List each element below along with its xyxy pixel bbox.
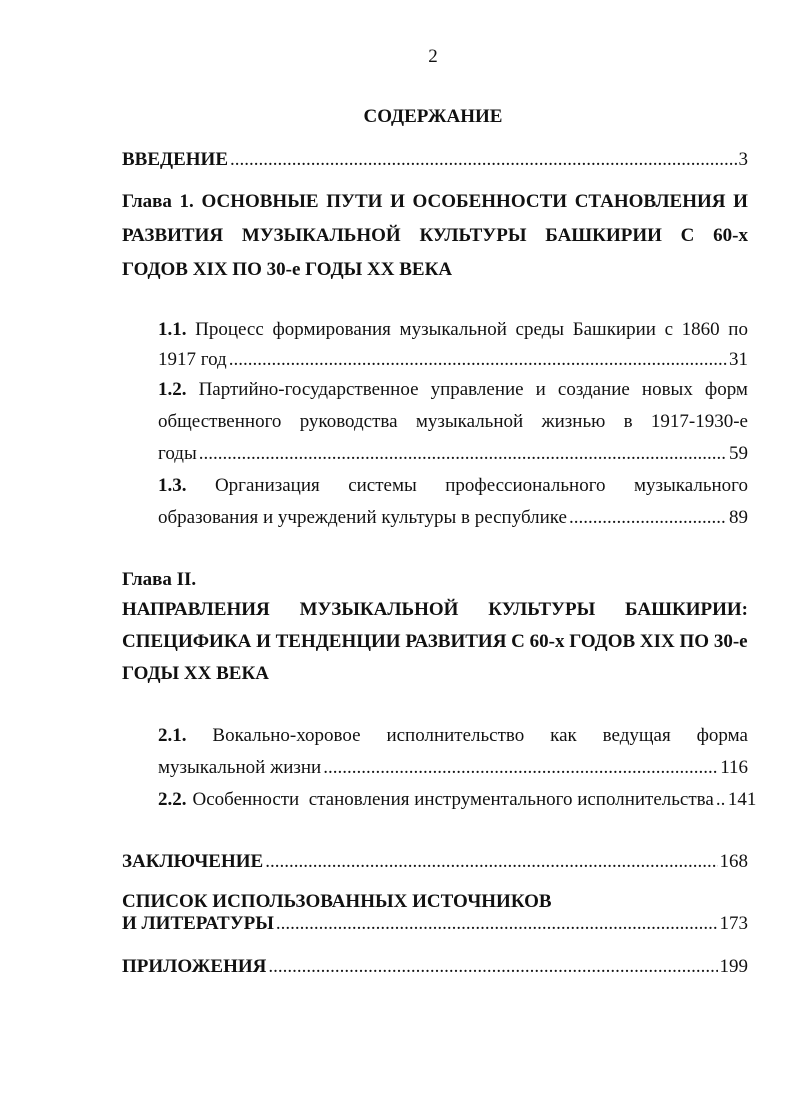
toc-entry-page: 89 <box>729 507 748 528</box>
heading-word: РАЗВИТИЯ <box>122 225 224 246</box>
section-text: музыкальной жизни <box>158 757 322 778</box>
toc-section-2-1-line2[interactable] <box>158 756 748 780</box>
toc-entry-page: 116 <box>720 757 748 778</box>
section-word: Башкирии <box>572 319 656 340</box>
heading-word: И <box>733 191 748 212</box>
dot-leader <box>716 788 726 812</box>
heading-word: МУЗЫКАЛЬНОЙ <box>299 599 459 620</box>
toc-section-1-3-line2[interactable] <box>158 506 748 530</box>
heading-word: И <box>390 191 405 212</box>
section-number: 2.1. <box>158 725 187 746</box>
section-word: Процесс <box>195 319 264 340</box>
section-word: по <box>728 319 748 340</box>
toc-entry-page: 199 <box>719 956 748 977</box>
toc-entry-label: ЗАКЛЮЧЕНИЕ <box>122 851 264 872</box>
section-word: 1860 <box>681 319 720 340</box>
toc-entry-page: 168 <box>719 851 748 872</box>
toc-title: СОДЕРЖАНИЕ <box>363 106 503 127</box>
heading-word: БАШКИРИИ <box>545 225 662 246</box>
chapter2-heading-line1[interactable] <box>122 598 748 622</box>
toc-section-1-1-line1[interactable] <box>158 318 748 342</box>
heading-word: МУЗЫКАЛЬНОЙ <box>241 225 401 246</box>
toc-entry-page: 173 <box>719 913 748 934</box>
dot-leader <box>276 912 718 936</box>
section-word: жизнью <box>541 411 606 432</box>
toc-section-1-3-line1[interactable] <box>158 474 748 498</box>
section-word: музыкального <box>634 475 748 496</box>
section-number: 2.2. <box>158 789 187 810</box>
heading-word: КУЛЬТУРЫ <box>488 599 596 620</box>
toc-entry-label: И ЛИТЕРАТУРЫ <box>122 913 274 934</box>
heading-word: СТАНОВЛЕНИЯ <box>574 191 726 212</box>
heading-word: КУЛЬТУРЫ <box>419 225 527 246</box>
section-word: создание <box>557 379 630 400</box>
section-word: общественного <box>158 411 282 432</box>
section-word: Партийно-государственное <box>198 379 419 400</box>
section-word: в <box>623 411 633 432</box>
toc-entry-intro[interactable] <box>122 148 748 172</box>
toc-section-2-1-line1[interactable] <box>158 724 748 748</box>
dot-leader <box>199 442 727 466</box>
chapter1-heading-line3[interactable]: ГОДОВ XIX ПО 30-е ГОДЫ XX ВЕКА <box>122 259 453 280</box>
section-word: системы <box>348 475 417 496</box>
section-word: управление <box>430 379 524 400</box>
section-word: руководства <box>299 411 398 432</box>
chapter1-heading-line2[interactable] <box>122 224 748 248</box>
heading-word: 1. <box>179 191 194 212</box>
section-word: как <box>550 725 577 746</box>
toc-entry-page: 31 <box>729 349 748 370</box>
section-word: форма <box>696 725 748 746</box>
toc-section-1-2-line3[interactable] <box>158 442 748 466</box>
dot-leader <box>229 348 727 372</box>
chapter2-heading-line2[interactable]: СПЕЦИФИКА И ТЕНДЕНЦИИ РАЗВИТИЯ С 60-х ГОДОВ XIX ПО 30-е <box>122 631 748 652</box>
toc-entry-sources-line2[interactable] <box>122 912 748 936</box>
section-text: образования и учреждений культуры в республике <box>158 507 567 528</box>
toc-entry-page: 3 <box>738 149 748 170</box>
section-word: и <box>535 379 546 400</box>
section-number: 1.3. <box>158 475 187 496</box>
chapter2-heading-line3[interactable]: ГОДЫ XX ВЕКА <box>122 663 269 684</box>
section-number: 1.1. <box>158 319 187 340</box>
toc-entry-conclusion[interactable] <box>122 850 748 874</box>
heading-word: Глава <box>122 191 172 212</box>
section-text: Особенности становления инструментального исполнительства <box>192 789 714 810</box>
section-word: Вокально-хоровое <box>212 725 361 746</box>
heading-word: НАПРАВЛЕНИЯ <box>122 599 270 620</box>
toc-entry-appendix[interactable] <box>122 955 748 979</box>
heading-word: 60-х <box>713 225 748 246</box>
heading-word: С <box>680 225 695 246</box>
heading-word: ПУТИ <box>326 191 383 212</box>
toc-entry-label: ПРИЛОЖЕНИЯ <box>122 956 267 977</box>
section-word: профессионального <box>445 475 606 496</box>
heading-word: БАШКИРИИ: <box>625 599 748 620</box>
toc-section-1-2-line2[interactable] <box>158 410 748 434</box>
toc-section-1-2-line1[interactable] <box>158 378 748 402</box>
toc-section-2-2[interactable] <box>158 788 757 812</box>
dot-leader <box>230 148 737 172</box>
section-word: среды <box>515 319 565 340</box>
dot-leader <box>265 850 717 874</box>
section-word: Организация <box>214 475 320 496</box>
section-word: исполнительство <box>386 725 525 746</box>
dot-leader <box>268 955 717 979</box>
section-word: форм <box>704 379 748 400</box>
section-word: новых <box>641 379 693 400</box>
toc-entry-page: 141 <box>727 789 757 810</box>
dot-leader <box>569 506 727 530</box>
toc-entry-sources-line1[interactable]: СПИСОК ИСПОЛЬЗОВАННЫХ ИСТОЧНИКОВ <box>122 891 552 912</box>
section-text: 1917 год <box>158 349 227 370</box>
section-text: годы <box>158 443 197 464</box>
section-word: музыкальной <box>415 411 524 432</box>
section-number: 1.2. <box>158 379 187 400</box>
heading-word: ОСОБЕННОСТИ <box>412 191 568 212</box>
section-word: ведущая <box>602 725 671 746</box>
heading-word: ОСНОВНЫЕ <box>201 191 319 212</box>
chapter1-heading-line1[interactable] <box>122 190 748 214</box>
toc-entry-page: 59 <box>729 443 748 464</box>
section-word: 1917-1930-е <box>650 411 748 432</box>
chapter2-label[interactable]: Глава II. <box>122 569 197 590</box>
page-number: 2 <box>428 46 438 67</box>
section-word: с <box>664 319 674 340</box>
section-word: формирования <box>272 319 391 340</box>
toc-section-1-1-line2[interactable] <box>158 348 748 372</box>
toc-entry-label: ВВЕДЕНИЕ <box>122 149 228 170</box>
section-word: музыкальной <box>399 319 507 340</box>
dot-leader <box>323 756 718 780</box>
